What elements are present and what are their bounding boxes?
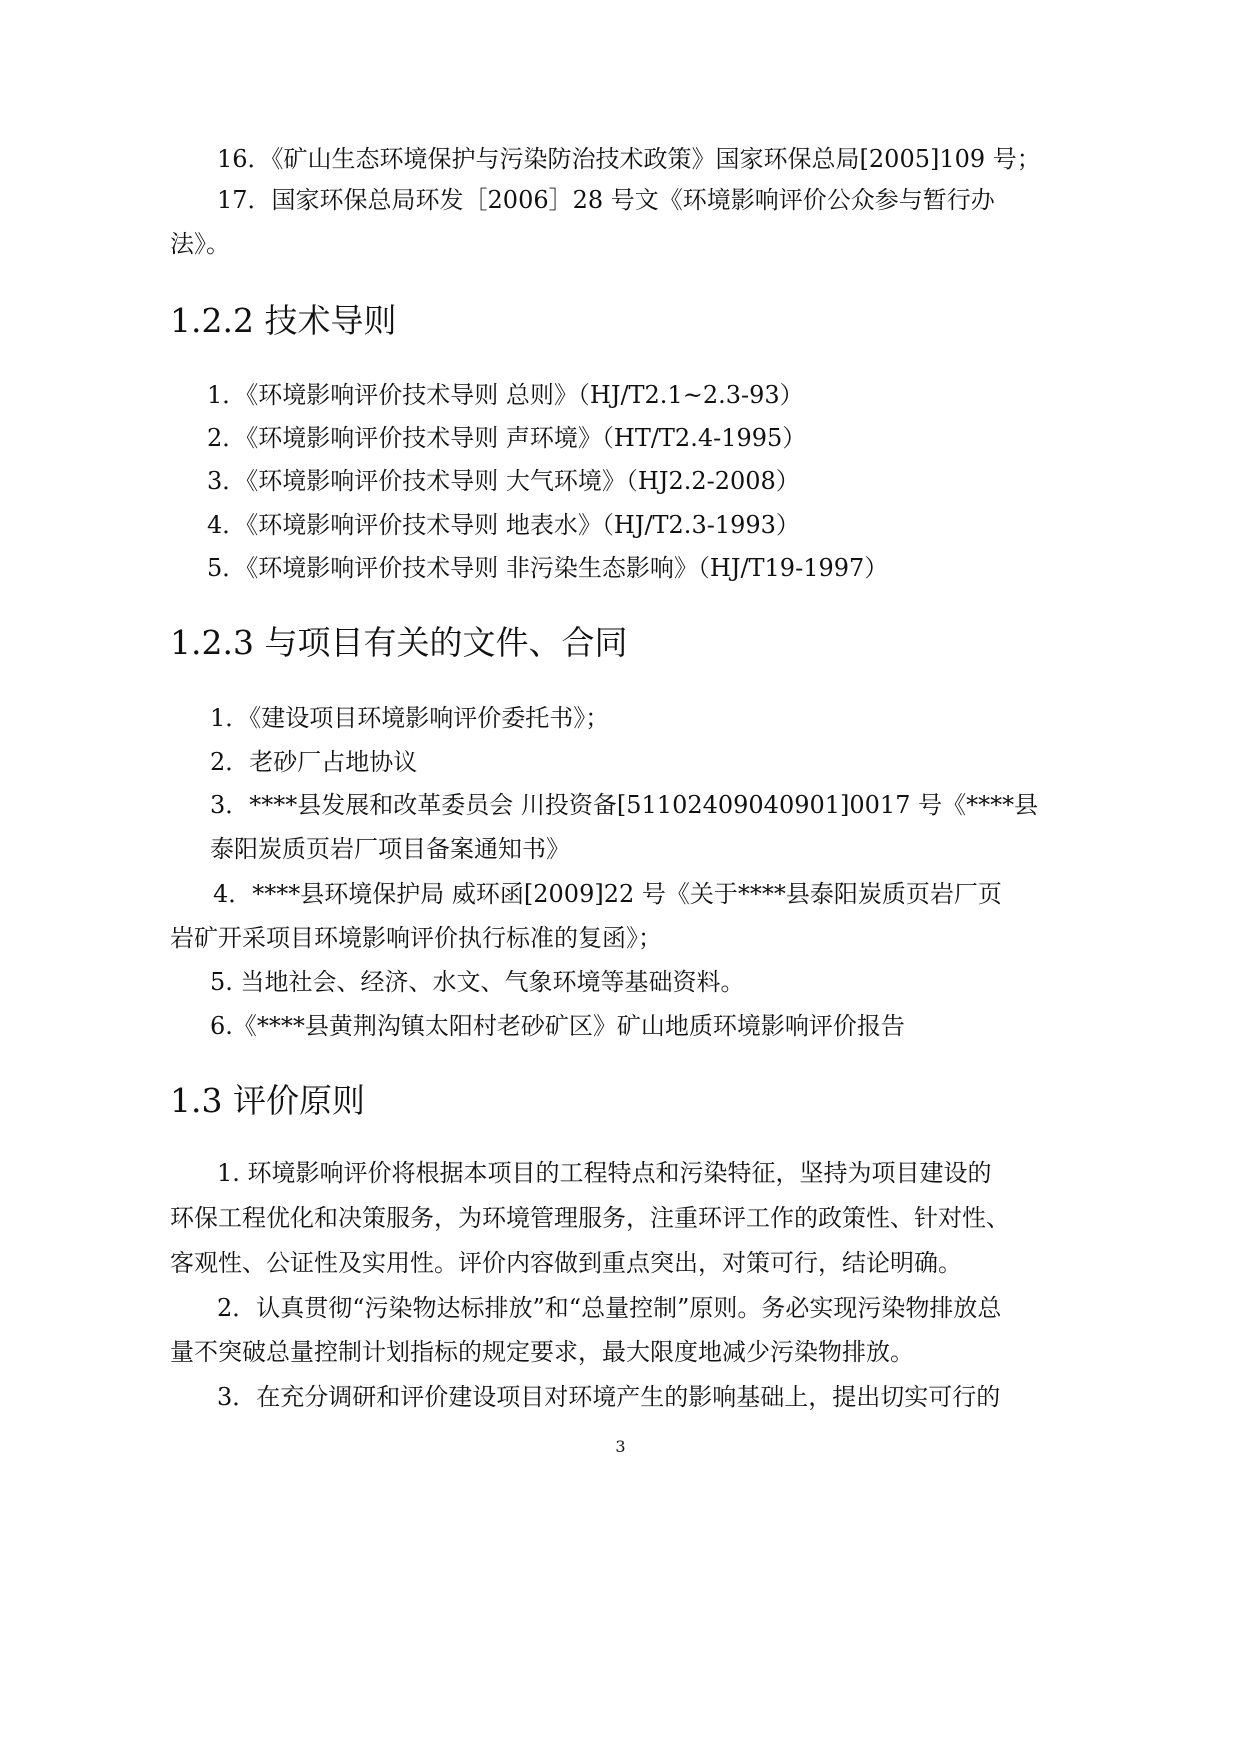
law-item-17-line1: 17．国家环保总局环发［2006］28 号文《环境影响评价公众参与暂行办 — [217, 186, 995, 214]
section-heading-1-3: 1.3 评价原则 — [170, 1081, 365, 1120]
principle-3-line1: 3．在充分调研和评价建设项目对环境产生的影响基础上，提出切实可行的 — [217, 1383, 1001, 1411]
document-item-3-line2: 泰阳炭质页岩厂项目备案通知书》 — [210, 835, 570, 863]
principle-2-line1: 2．认真贯彻“污染物达标排放”和“总量控制”原则。务必实现污染物排放总 — [217, 1294, 1002, 1322]
guideline-item-3: 3．《环境影响评价技术导则 大气环境》（HJ2.2-2008） — [207, 467, 800, 495]
guideline-item-1: 1．《环境影响评价技术导则 总则》（HJ/T2.1~2.3-93） — [207, 381, 804, 409]
page-number: 3 — [615, 1437, 626, 1456]
document-item-4-line2: 岩矿开采项目环境影响评价执行标准的复函》； — [170, 924, 662, 952]
guideline-item-2: 2．《环境影响评价技术导则 声环境》（HT/T2.4-1995） — [207, 424, 807, 452]
principle-1-line3: 客观性、公证性及实用性。评价内容做到重点突出，对策可行，结论明确。 — [170, 1249, 962, 1277]
section-heading-1-2-2: 1.2.2 技术导则 — [170, 301, 397, 340]
document-item-4-line1: 4．****县环境保护局 威环函[2009]22 号《关于****县泰阳炭质页岩厂页 — [213, 880, 1002, 908]
document-item-5: 5. 当地社会、经济、水文、气象环境等基础资料。 — [210, 968, 745, 996]
guideline-item-4: 4．《环境影响评价技术导则 地表水》（HJ/T2.3-1993） — [207, 511, 800, 539]
document-item-1: 1．《建设项目环境影响评价委托书》； — [210, 704, 610, 732]
law-item-17-line2: 法》。 — [170, 230, 230, 258]
law-item-16: 16．《矿山生态环境保护与污染防治技术政策》国家环保总局[2005]109 号； — [217, 145, 1041, 173]
document-item-3-line1: 3．****县发展和改革委员会 川投资备[51102409040901]0017 号《****县 — [210, 791, 1039, 819]
principle-2-line2: 量不突破总量控制计划指标的规定要求，最大限度地减少污染物排放。 — [170, 1338, 914, 1366]
section-heading-1-2-3: 1.2.3 与项目有关的文件、合同 — [170, 623, 628, 662]
document-item-2: 2．老砂厂占地协议 — [210, 748, 418, 776]
principle-1-line1: 1. 环境影响评价将根据本项目的工程特点和污染特征，坚持为项目建设的 — [217, 1159, 992, 1187]
guideline-item-5: 5．《环境影响评价技术导则 非污染生态影响》（HJ/T19-1997） — [207, 554, 889, 582]
principle-1-line2: 环保工程优化和决策服务，为环境管理服务，注重环评工作的政策性、针对性、 — [170, 1204, 1010, 1232]
document-item-6: 6.《****县黄荆沟镇太阳村老砂矿区》矿山地质环境影响评价报告 — [210, 1012, 905, 1040]
